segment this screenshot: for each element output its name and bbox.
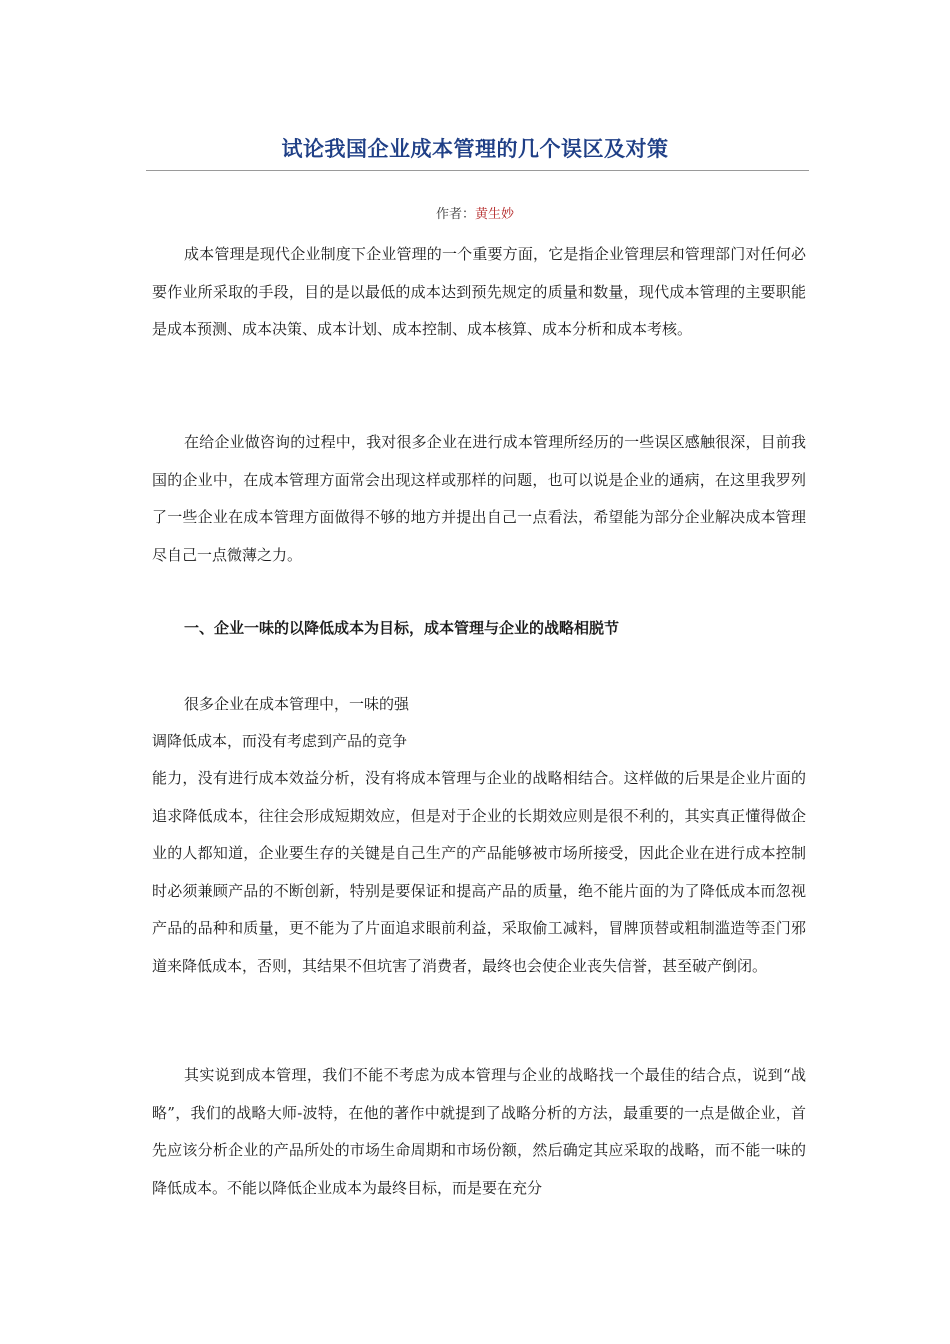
paragraph-line: 很多企业在成本管理中，一味的强 [184,695,410,713]
title-divider [146,170,809,171]
section-heading-1: 一、企业一味的以降低成本为目标，成本管理与企业的战略相脱节 [184,619,620,637]
document-title: 试论我国企业成本管理的几个误区及对策 [281,136,669,161]
author-line [0,205,950,225]
paragraph-strategy: 其实说到成本管理，我们不能不考虑为成本管理与企业的战略找一个最佳的结合点，说到“战略”，我们的战略大师-波特，在他的著作中就提到了战略分析的方法，最重要的一点是做企业，首先应该分析企业的产品所处的市场生命周期和市场份额，然后确定其应采取的战略，而不能一味的降低成本。不能以降低企业成本为最终目标，而是要在充分 [152,1066,806,1197]
paragraph-intro: 成本管理是现代企业制度下企业管理的一个重要方面，它是指企业管理层和管理部门对任何必要作业所采取的手段，目的是以最低的成本达到预先规定的质量和数量，现代成本管理的主要职能是成本预测、成本决策、成本计划、成本控制、成本核算、成本分析和成本考核。 [152,245,806,338]
paragraph-line: 调降低成本，而没有考虑到产品的竞争 [152,732,408,750]
paragraph-consulting: 在给企业做咨询的过程中，我对很多企业在进行成本管理所经历的一些误区感触很深，目前我国的企业中，在成本管理方面常会出现这样或那样的问题，也可以说是企业的通病，在这里我罗列了一些企业在成本管理方面做得不够的地方并提出自己一点看法，希望能为部分企业解决成本管理尽自己一点微薄之力。 [152,433,806,564]
paragraph-cost-reduction: 能力，没有进行成本效益分析，没有将成本管理与企业的战略相结合。这样做的后果是企业片面的追求降低成本，往往会形成短期效应，但是对于企业的长期效应则是很不利的，其实真正懂得做企业的人都知道，企业要生存的关键是自己生产的产品能够被市场所接受，因此企业在进行成本控制时必须兼顾产品的不断创新，特别是要保证和提高产品的质量，绝不能片面的为了降低成本而忽视产品的品种和质量，更不能为了片面追求眼前利益，采取偷工减料，冒牌顶替或粗制滥造等歪门邪道来降低成本，否则，其结果不但坑害了消费者，最终也会使企业丧失信誉，甚至破产倒闭。 [152,769,806,975]
author-name[interactable]: 黄生妙 [475,207,515,222]
author-label: 作者： [435,207,475,222]
